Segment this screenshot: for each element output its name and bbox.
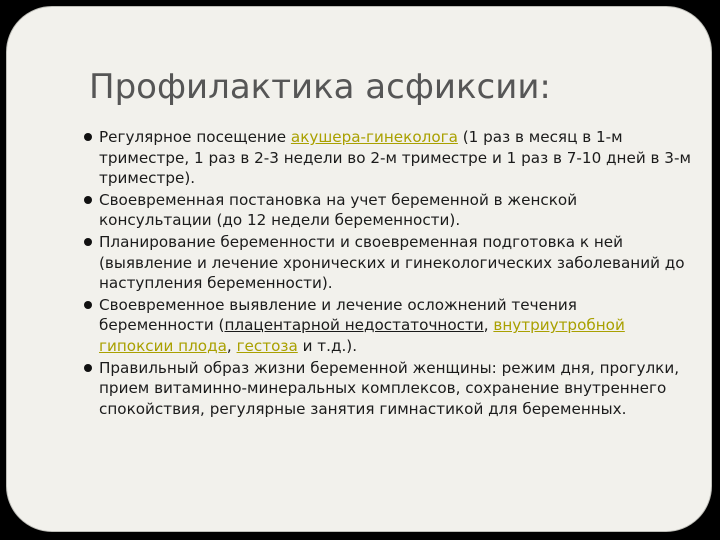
bullet-dot-icon [84,301,92,309]
bullet-dot-icon [84,196,92,204]
placental-insufficiency-link[interactable]: плацентарной недостаточности [224,316,484,335]
separator-text: , [483,316,494,335]
list-item [83,127,693,189]
list-item [83,295,693,357]
separator-text: , [226,336,237,355]
bullet-text: Своевременное выявление и лечение осложнений течения беременности ( [99,295,577,335]
bullet-text: Регулярное посещение [99,128,291,146]
bullet-text: и т.д.). [297,336,358,355]
list-item [83,358,693,420]
gestosis-link[interactable]: гестоза [236,336,298,355]
bullet-text: (1 раз в месяц в 1-м триместре, 1 раз в 2-3 недели во 2-м триместре и 1 раз в 7-10 дней в 3-м триместре). [99,128,691,188]
bullet-text: Планирование беременности и своевременная подготовка к ней (выявление и лечение хронических и гинекологических заболеваний до наступления беременности). [99,232,685,293]
fetal-hypoxia-link[interactable]: внутриутробной гипоксии плода [99,316,625,355]
slide-title: Профилактика асфиксии: [89,67,551,107]
bullet-text: Своевременная постановка на учет беременной в женской консультации (до 12 недели беременности). [99,190,578,230]
bullet-dot-icon [84,238,92,246]
list-item [83,190,693,231]
bullet-list [83,127,693,420]
bullet-dot-icon [84,364,92,372]
bullet-text: Правильный образ жизни беременной женщины: режим дня, прогулки, прием витаминно-минеральных комплексов, сохранение внутреннего спокойствия, регулярные занятия гимнастикой для беременных. [99,358,680,418]
bullet-dot-icon [84,133,92,141]
obstetrician-link[interactable]: акушера-гинеколога [290,128,458,146]
list-item [83,232,693,294]
slide-card [6,6,712,532]
